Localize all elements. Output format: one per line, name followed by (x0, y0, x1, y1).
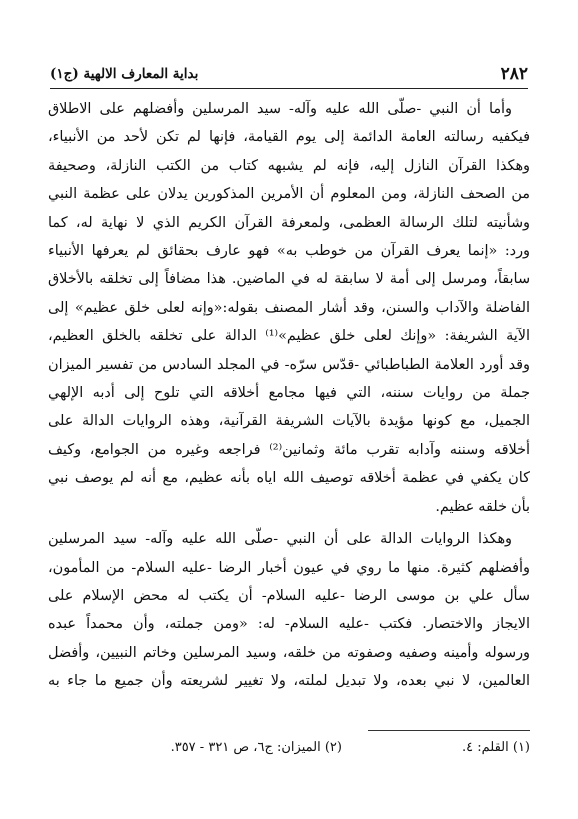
text-line: وأما أن النبي -صلّى الله عليه وآله- سيد المرسلين وأفضلهم على الاطلاق (48, 101, 512, 117)
page-number: ٢٨٢ (500, 64, 528, 84)
footnote-1: (١) القلم: ٤. (461, 740, 530, 755)
text-line: من الصحف النازلة، ومن المعلوم أن الأمرين المذكورين يدلان على عظمة النبي (48, 186, 530, 203)
text-line: ورسوله وأمينه وصفيه وصفوته من خلقه، وسيد المرسلين وخاتم النبيين، وأفضل (48, 644, 530, 661)
body-text (48, 95, 530, 696)
text-line: فيكفيه رسالته العامة الدائمة إلى يوم القيامة، فإنها لم تكن لأحد من الأنبياء، (48, 129, 530, 146)
text-line: وأفضلهم كثيرة. منها ما روي في عيون أخبار الرضا -عليه السلام- من المأمون، (48, 559, 530, 576)
paragraph-1 (48, 95, 530, 521)
text-line: وهكذا القرآن النازل إليه، فإنه لم يشبهه كتاب من الكتب النازلة، وصحيفة (48, 157, 530, 174)
text-line: وشأنيته لتلك الرسالة العظمى، ولمعرفة القرآن الكريم الذي لا نهاية له، كما (48, 214, 530, 231)
paragraph-2 (48, 525, 530, 695)
text-line: وهكذا الروايات الدالة على أن النبي -صلّى الله عليه وآله- سيد المرسلين (48, 531, 512, 548)
text-line: الآية الشريفة: «وإنك لعلى خلق عظيم»⁽¹⁾ الدالة على تخلقه بالخلق العظيم، (48, 328, 530, 345)
text-line: أخلاقه وسننه وآدابه تقرب مائة وثمانين⁽²⁾ فراجعه وغيره من الجوامع، وكيف (48, 441, 530, 458)
text-line: جملة من روايات سننه، التي فيها مجامع أخلاقه التي تلوح إلى أدبه الإلهي (48, 385, 530, 402)
text-line: كان يكفي في عظمة أخلاقه توصيف الله اياه بأنه عظيم، مع أنه لم يوصف نبي (48, 470, 530, 487)
running-title: بداية المعارف الالهية (ج١) (50, 66, 199, 82)
text-line: وقد أورد العلامة الطباطبائي -قدّس سرّه- في المجلد السادس من تفسير الميزان (48, 356, 530, 373)
page-header (50, 64, 528, 86)
text-line: بأن خلقه عظيم. (435, 498, 530, 515)
text-line: الفاضلة والآداب والسنن، وقد أشار المصنف بقوله:«وإنه لعلى خلق عظيم» إلى (48, 299, 530, 316)
footnote-rule (368, 730, 530, 731)
footnote-2: (٢) الميزان: ج٦، ص ٣٢١ - ٣٥٧. (170, 740, 342, 755)
text-line: العالمين، لا نبي بعده، ولا تبديل لملته، ولا تغيير لشريعته وأن جميع ما جاء به (48, 673, 530, 690)
text-line: سأل علي بن موسى الرضا -عليه السلام- أن يكتب له محض الإسلام على (48, 587, 530, 604)
text-line: ورد: «إنما يعرف القرآن من خوطب به» فهو عارف بحقائق لم يعرفها الأنبياء (48, 243, 530, 260)
text-line: الايجاز والاختصار. فكتب -عليه السلام- له: «ومن جملته، وأن محمداً عبده (48, 616, 530, 633)
text-line: الجميل، مع كونها مؤيدة بالآيات الشريفة القرآنية، وهذه الروايات الدالة على (48, 413, 530, 430)
footnotes (48, 740, 530, 755)
header-rule (50, 88, 528, 89)
text-line: سابقاً، ومرسل إلى أمة لا سابقة له في الماضين. هذا مضافاً إلى تخلقه بالأخلاق (48, 271, 530, 288)
